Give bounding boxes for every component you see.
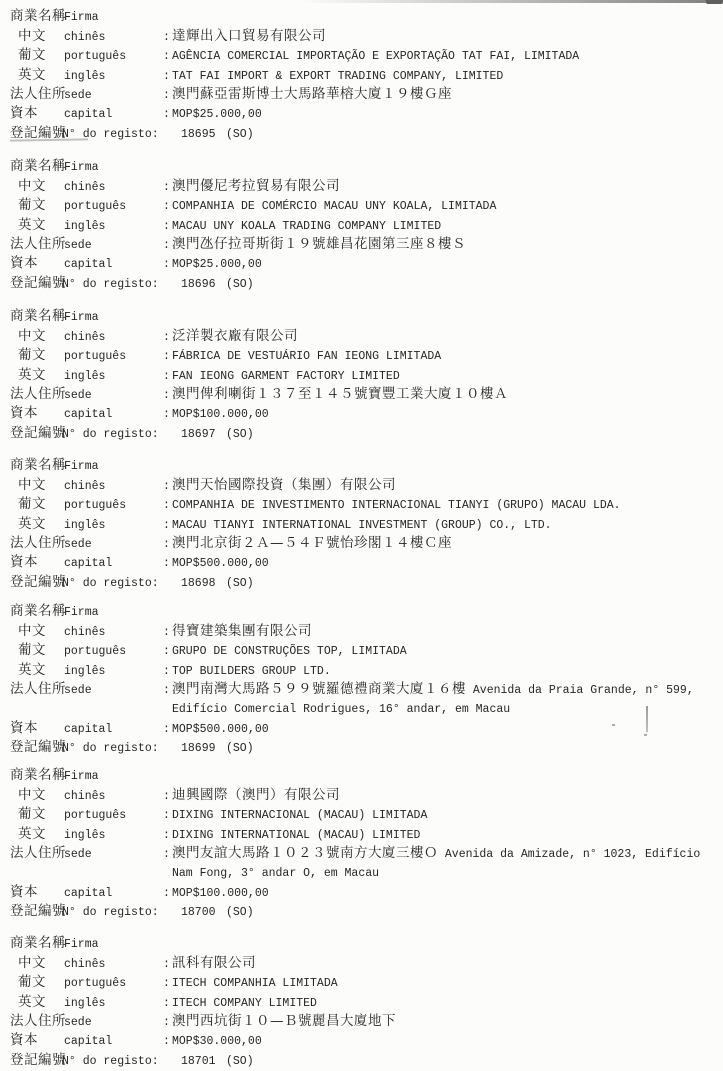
capital-label-pt: capital bbox=[64, 408, 113, 422]
portuguese-label-zh: 葡文 bbox=[18, 47, 46, 64]
separator-colon: : bbox=[163, 683, 170, 697]
chinese-name-value: 達輝出入口貿易有限公司 bbox=[172, 27, 326, 44]
capital-row bbox=[0, 255, 723, 274]
registration-label-zh: 登記編號 bbox=[10, 739, 66, 756]
english-label-zh: 英文 bbox=[18, 66, 46, 83]
registration-number: 18697 bbox=[181, 427, 216, 441]
english-name-value: DIXING INTERNATIONAL (MACAU) LIMITED bbox=[172, 828, 421, 842]
capital-label-pt: capital bbox=[64, 557, 113, 571]
registration-row bbox=[0, 1051, 723, 1070]
firm-label-pt: Firma bbox=[64, 938, 99, 952]
capital-label-zh: 資本 bbox=[10, 255, 38, 272]
company-record bbox=[0, 603, 723, 758]
address-label-zh: 法人住所 bbox=[10, 85, 66, 102]
portuguese-label-pt: português bbox=[64, 977, 127, 991]
firm-header-row bbox=[0, 767, 723, 786]
address-value: 澳門俾利喇街１３７至１４５號寶豐工業大廈１０樓Ａ bbox=[172, 385, 508, 402]
portuguese-label-zh: 葡文 bbox=[18, 347, 46, 364]
registration-row bbox=[0, 903, 723, 922]
capital-label-zh: 資本 bbox=[10, 105, 38, 122]
separator-colon: : bbox=[163, 238, 170, 252]
separator-colon: : bbox=[163, 537, 170, 551]
registry-code: (SO) bbox=[226, 1054, 254, 1068]
registry-code: (SO) bbox=[226, 427, 254, 441]
capital-label-pt: capital bbox=[64, 886, 113, 900]
capital-label-zh: 資本 bbox=[10, 1032, 38, 1049]
company-record bbox=[0, 308, 723, 444]
capital-row bbox=[0, 105, 723, 124]
address-label-pt: sede bbox=[64, 537, 92, 551]
registration-row bbox=[0, 573, 723, 592]
english-label-pt: inglês bbox=[64, 664, 106, 678]
separator-colon: : bbox=[163, 957, 170, 971]
firm-header-row bbox=[0, 603, 723, 622]
portuguese-name-value: COMPANHIA DE COMÉRCIO MACAU UNY KOALA, LIMITADA bbox=[172, 200, 497, 214]
capital-label-pt: capital bbox=[64, 108, 113, 122]
english-name-value: TAT FAI IMPORT & EXPORT TRADING COMPANY, LIMITED bbox=[172, 69, 504, 83]
chinese-label-pt: chinês bbox=[64, 30, 106, 44]
portuguese-name-row bbox=[0, 197, 723, 216]
separator-colon: : bbox=[163, 625, 170, 639]
firm-header-row bbox=[0, 8, 723, 27]
firm-label-pt: Firma bbox=[64, 770, 99, 784]
firm-label-pt: Firma bbox=[64, 606, 99, 620]
scan-artifact-top-streak bbox=[300, 0, 723, 3]
separator-colon: : bbox=[163, 330, 170, 344]
separator-colon: : bbox=[163, 977, 170, 991]
address-value bbox=[172, 841, 700, 861]
firm-header-row bbox=[0, 935, 723, 954]
english-name-value: TOP BUILDERS GROUP LTD. bbox=[172, 664, 331, 678]
registration-label-zh: 登記編號 bbox=[10, 1051, 66, 1068]
registration-label-zh: 登記編號 bbox=[10, 424, 66, 441]
english-label-zh: 英文 bbox=[18, 661, 46, 678]
firm-label-zh: 商業名稱 bbox=[10, 8, 66, 25]
separator-colon: : bbox=[163, 88, 170, 102]
capital-label-pt: capital bbox=[64, 1035, 113, 1049]
capital-value: MOP$30.000,00 bbox=[172, 1035, 262, 1049]
capital-value: MOP$100.000,00 bbox=[172, 408, 269, 422]
address-row bbox=[0, 236, 723, 255]
portuguese-name-row bbox=[0, 974, 723, 993]
registration-number: 18701 bbox=[181, 1054, 216, 1068]
portuguese-name-value: ITECH COMPANHIA LIMITADA bbox=[172, 977, 338, 991]
address-latin-part: Avenida da Praia Grande, n° 599, bbox=[466, 683, 694, 697]
capital-label-zh: 資本 bbox=[10, 883, 38, 900]
company-record bbox=[0, 457, 723, 593]
portuguese-label-pt: português bbox=[64, 499, 127, 513]
firm-label-zh: 商業名稱 bbox=[10, 935, 66, 952]
chinese-name-value: 泛洋製衣廠有限公司 bbox=[172, 327, 298, 344]
registry-code: (SO) bbox=[226, 277, 254, 291]
portuguese-name-value: FÁBRICA DE VESTUÁRIO FAN IEONG LIMITADA bbox=[172, 350, 442, 364]
address-label-zh: 法人住所 bbox=[10, 235, 66, 252]
address-label-zh: 法人住所 bbox=[10, 680, 66, 697]
capital-row bbox=[0, 1032, 723, 1051]
capital-value: MOP$500.000,00 bbox=[172, 557, 269, 571]
address-row bbox=[0, 681, 723, 700]
registration-number: 18700 bbox=[181, 906, 216, 920]
chinese-name-row bbox=[0, 27, 723, 46]
registration-label-pt: N° do registo: bbox=[62, 277, 159, 291]
address-value: 澳門蘇亞雷斯博士大馬路華榕大廈１９樓Ｇ座 bbox=[172, 85, 452, 102]
capital-value: MOP$100.000,00 bbox=[172, 886, 269, 900]
address-label-pt: sede bbox=[64, 88, 92, 102]
separator-colon: : bbox=[163, 809, 170, 823]
chinese-label-pt: chinês bbox=[64, 957, 106, 971]
address-label-pt: sede bbox=[64, 1015, 92, 1029]
portuguese-name-row bbox=[0, 347, 723, 366]
capital-label-zh: 資本 bbox=[10, 719, 38, 736]
company-record bbox=[0, 158, 723, 294]
registry-code: (SO) bbox=[226, 127, 254, 141]
address-row bbox=[0, 535, 723, 554]
registration-row bbox=[0, 274, 723, 293]
english-label-pt: inglês bbox=[64, 219, 106, 233]
registration-label-pt: N° do registo: bbox=[62, 742, 159, 756]
registration-label-zh: 登記編號 bbox=[10, 903, 66, 920]
firm-label-zh: 商業名稱 bbox=[10, 603, 66, 620]
address-value: 澳門北京街２Ａ—５４Ｆ號怡珍閣１４樓Ｃ座 bbox=[172, 534, 452, 551]
english-label-pt: inglês bbox=[64, 828, 106, 842]
firm-label-zh: 商業名稱 bbox=[10, 767, 66, 784]
chinese-label-pt: chinês bbox=[64, 479, 106, 493]
firm-label-pt: Firma bbox=[64, 161, 99, 175]
firm-label-zh: 商業名稱 bbox=[10, 308, 66, 325]
registration-label-pt: N° do registo: bbox=[62, 427, 159, 441]
company-record bbox=[0, 767, 723, 922]
separator-colon: : bbox=[163, 1015, 170, 1029]
portuguese-label-pt: português bbox=[64, 350, 127, 364]
chinese-name-value: 得寶建築集團有限公司 bbox=[172, 622, 312, 639]
registry-code: (SO) bbox=[226, 906, 254, 920]
address-label-pt: sede bbox=[64, 683, 92, 697]
address-label-zh: 法人住所 bbox=[10, 1012, 66, 1029]
english-label-zh: 英文 bbox=[18, 825, 46, 842]
firm-label-zh: 商業名稱 bbox=[10, 158, 66, 175]
address-row-continued bbox=[0, 700, 723, 719]
english-name-value: FAN IEONG GARMENT FACTORY LIMITED bbox=[172, 369, 400, 383]
registration-label-zh: 登記編號 bbox=[10, 124, 66, 141]
capital-row bbox=[0, 405, 723, 424]
separator-colon: : bbox=[163, 219, 170, 233]
capital-label-zh: 資本 bbox=[10, 405, 38, 422]
address-latin-part: Avenida da Amizade, n° 1023, Edifício bbox=[438, 847, 701, 861]
portuguese-name-row bbox=[0, 806, 723, 825]
registration-row bbox=[0, 739, 723, 758]
scan-artifact-corner-mark bbox=[706, 0, 723, 4]
address-label-pt: sede bbox=[64, 238, 92, 252]
registration-label-pt: N° do registo: bbox=[62, 576, 159, 590]
chinese-label-zh: 中文 bbox=[18, 622, 46, 639]
registry-code: (SO) bbox=[226, 742, 254, 756]
portuguese-name-row bbox=[0, 496, 723, 515]
capital-label-pt: capital bbox=[64, 258, 113, 272]
registration-number: 18698 bbox=[181, 576, 216, 590]
separator-colon: : bbox=[163, 499, 170, 513]
chinese-label-pt: chinês bbox=[64, 180, 106, 194]
portuguese-name-row bbox=[0, 47, 723, 66]
address-label-zh: 法人住所 bbox=[10, 534, 66, 551]
separator-colon: : bbox=[163, 518, 170, 532]
capital-label-zh: 資本 bbox=[10, 554, 38, 571]
chinese-label-pt: chinês bbox=[64, 625, 106, 639]
registry-code: (SO) bbox=[226, 576, 254, 590]
separator-colon: : bbox=[163, 388, 170, 402]
separator-colon: : bbox=[163, 30, 170, 44]
chinese-label-zh: 中文 bbox=[18, 27, 46, 44]
chinese-label-pt: chinês bbox=[64, 330, 106, 344]
chinese-label-zh: 中文 bbox=[18, 177, 46, 194]
portuguese-name-value: GRUPO DE CONSTRUÇÕES TOP, LIMITADA bbox=[172, 645, 407, 659]
portuguese-label-pt: português bbox=[64, 809, 127, 823]
separator-colon: : bbox=[163, 828, 170, 842]
registration-row bbox=[0, 124, 723, 143]
separator-colon: : bbox=[163, 1035, 170, 1049]
chinese-label-zh: 中文 bbox=[18, 476, 46, 493]
portuguese-name-row bbox=[0, 642, 723, 661]
address-row bbox=[0, 845, 723, 864]
portuguese-name-value: COMPANHIA DE INVESTIMENTO INTERNACIONAL TIANYI (GRUPO) MACAU LDA. bbox=[172, 499, 621, 513]
registration-row bbox=[0, 424, 723, 443]
portuguese-label-pt: português bbox=[64, 200, 127, 214]
separator-colon: : bbox=[163, 886, 170, 900]
english-label-zh: 英文 bbox=[18, 515, 46, 532]
separator-colon: : bbox=[163, 789, 170, 803]
portuguese-label-zh: 葡文 bbox=[18, 197, 46, 214]
english-label-pt: inglês bbox=[64, 69, 106, 83]
address-label-pt: sede bbox=[64, 847, 92, 861]
firm-label-pt: Firma bbox=[64, 11, 99, 25]
separator-colon: : bbox=[163, 258, 170, 272]
firm-label-pt: Firma bbox=[64, 460, 99, 474]
english-label-pt: inglês bbox=[64, 369, 106, 383]
portuguese-label-pt: português bbox=[64, 645, 127, 659]
chinese-label-zh: 中文 bbox=[18, 327, 46, 344]
portuguese-name-value: AGÊNCIA COMERCIAL IMPORTAÇÃO E EXPORTAÇÃO TAT FAI, LIMITADA bbox=[172, 50, 580, 64]
chinese-label-pt: chinês bbox=[64, 789, 106, 803]
firm-header-row bbox=[0, 308, 723, 327]
address-cjk-part: 澳門友誼大馬路１０２３號南方大廈三樓Ｏ bbox=[172, 844, 438, 861]
address-label-pt: sede bbox=[64, 388, 92, 402]
address-label-zh: 法人住所 bbox=[10, 844, 66, 861]
separator-colon: : bbox=[163, 180, 170, 194]
english-label-zh: 英文 bbox=[18, 216, 46, 233]
separator-colon: : bbox=[163, 408, 170, 422]
firm-label-pt: Firma bbox=[64, 311, 99, 325]
english-name-value: MACAU TIANYI INTERNATIONAL INVESTMENT (GROUP) CO., LTD. bbox=[172, 518, 552, 532]
company-record bbox=[0, 935, 723, 1071]
separator-colon: : bbox=[163, 69, 170, 83]
portuguese-label-pt: português bbox=[64, 50, 127, 64]
registration-number: 18699 bbox=[181, 742, 216, 756]
firm-header-row bbox=[0, 158, 723, 177]
address-row-continued bbox=[0, 864, 723, 883]
registration-label-pt: N° do registo: bbox=[62, 1054, 159, 1068]
separator-colon: : bbox=[163, 996, 170, 1010]
english-label-zh: 英文 bbox=[18, 993, 46, 1010]
address-row bbox=[0, 86, 723, 105]
separator-colon: : bbox=[163, 664, 170, 678]
address-value: 澳門氹仔拉哥斯街１９號雄昌花園第三座８樓Ｓ bbox=[172, 235, 466, 252]
chinese-name-row bbox=[0, 954, 723, 973]
separator-colon: : bbox=[163, 50, 170, 64]
chinese-name-row bbox=[0, 177, 723, 196]
company-record bbox=[0, 8, 723, 144]
english-name-value: MACAU UNY KOALA TRADING COMPANY LIMITED bbox=[172, 219, 442, 233]
chinese-name-value: 訊科有限公司 bbox=[172, 954, 256, 971]
capital-row bbox=[0, 883, 723, 902]
capital-row bbox=[0, 719, 723, 738]
address-value: 澳門西坑街１０—Ｂ號麗昌大廈地下 bbox=[172, 1012, 396, 1029]
capital-value: MOP$25.000,00 bbox=[172, 258, 262, 272]
portuguese-label-zh: 葡文 bbox=[18, 806, 46, 823]
registration-label-zh: 登記編號 bbox=[10, 274, 66, 291]
separator-colon: : bbox=[163, 350, 170, 364]
separator-colon: : bbox=[163, 479, 170, 493]
registration-number: 18696 bbox=[181, 277, 216, 291]
portuguese-name-value: DIXING INTERNACIONAL (MACAU) LIMITADA bbox=[172, 809, 428, 823]
chinese-name-row bbox=[0, 786, 723, 805]
english-label-pt: inglês bbox=[64, 518, 106, 532]
separator-colon: : bbox=[163, 200, 170, 214]
chinese-name-row bbox=[0, 476, 723, 495]
chinese-name-value: 澳門天怡國際投資（集團）有限公司 bbox=[172, 476, 396, 493]
chinese-name-row bbox=[0, 327, 723, 346]
chinese-label-zh: 中文 bbox=[18, 954, 46, 971]
address-row bbox=[0, 386, 723, 405]
address-label-zh: 法人住所 bbox=[10, 385, 66, 402]
address-row bbox=[0, 1013, 723, 1032]
chinese-label-zh: 中文 bbox=[18, 786, 46, 803]
address-line2-value: Edifício Comercial Rodrigues, 16° andar, em Macau bbox=[172, 703, 511, 717]
separator-colon: : bbox=[163, 369, 170, 383]
portuguese-label-zh: 葡文 bbox=[18, 496, 46, 513]
separator-colon: : bbox=[163, 645, 170, 659]
address-line2-value: Nam Fong, 3° andar O, em Macau bbox=[172, 867, 380, 881]
chinese-name-value: 澳門優尼考拉貿易有限公司 bbox=[172, 177, 340, 194]
capital-row bbox=[0, 554, 723, 573]
chinese-name-row bbox=[0, 622, 723, 641]
english-label-pt: inglês bbox=[64, 996, 106, 1010]
address-cjk-part: 澳門南灣大馬路５９９號羅德禮商業大廈１６樓 bbox=[172, 680, 466, 697]
separator-colon: : bbox=[163, 722, 170, 736]
address-value bbox=[172, 677, 694, 697]
separator-colon: : bbox=[163, 847, 170, 861]
firm-label-zh: 商業名稱 bbox=[10, 457, 66, 474]
english-label-zh: 英文 bbox=[18, 366, 46, 383]
capital-value: MOP$500.000,00 bbox=[172, 722, 269, 736]
english-name-value: ITECH COMPANY LIMITED bbox=[172, 996, 317, 1010]
capital-value: MOP$25.000,00 bbox=[172, 108, 262, 122]
registration-label-zh: 登記編號 bbox=[10, 573, 66, 590]
registration-number: 18695 bbox=[181, 127, 216, 141]
portuguese-label-zh: 葡文 bbox=[18, 974, 46, 991]
registration-label-pt: N° do registo: bbox=[62, 127, 159, 141]
portuguese-label-zh: 葡文 bbox=[18, 642, 46, 659]
registration-label-pt: N° do registo: bbox=[62, 906, 159, 920]
capital-label-pt: capital bbox=[64, 722, 113, 736]
chinese-name-value: 迪興國際（澳門）有限公司 bbox=[172, 786, 340, 803]
separator-colon: : bbox=[163, 557, 170, 571]
separator-colon: : bbox=[163, 108, 170, 122]
